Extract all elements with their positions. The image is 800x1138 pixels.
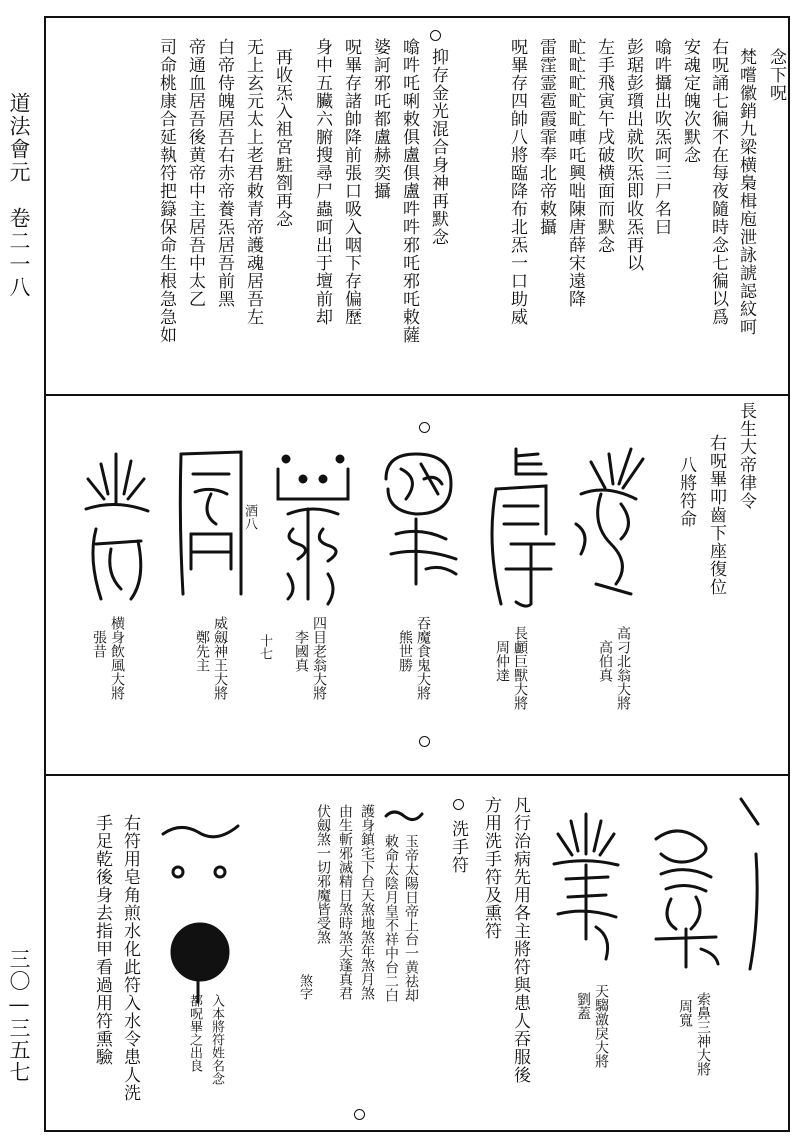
text-column: 帝通血居吾後黄帝中主居吾中太乙 xyxy=(185,38,205,308)
healing-section xyxy=(46,774,788,1130)
text-column: 右呪誦七徧不在每夜隨時念七徧以爲 xyxy=(708,38,728,326)
page-number: 三〇—三五七 xyxy=(7,948,31,1083)
small-note: 酒八 xyxy=(242,504,257,530)
text-column: 呪畢存四帥八將臨降布北炁一口助威 xyxy=(507,38,527,326)
talisman-glyph xyxy=(736,794,766,974)
general-name: 威劔神王大將 xyxy=(212,616,228,700)
general-name: 索鼻三神大將 xyxy=(695,992,711,1076)
circle-mark xyxy=(430,30,441,41)
talisman-glyph xyxy=(561,444,651,604)
circle-mark xyxy=(453,799,464,810)
text-column: 凡行治病先用各主將符與患人吞服後 xyxy=(510,796,530,1084)
talisman-glyph xyxy=(171,444,251,604)
text-column: 長生大帝律令 xyxy=(736,402,756,510)
text-column: 左手飛寅午戌破横面而默念 xyxy=(594,38,614,254)
spell-text: 護身鎮宅下台天煞地煞年煞月煞 xyxy=(359,804,375,1000)
text-column: 身中五臟六腑搜尋尸蟲呵出于壇前却 xyxy=(312,38,332,326)
text-column: 司命桃康合延執符把籙保命生根急急如 xyxy=(156,38,176,344)
general-alias: 熊世勝 xyxy=(397,630,413,672)
spell-text: 玉帝太陽日帝上台一黄祛却 xyxy=(403,834,419,1002)
talisman-glyph xyxy=(376,439,466,589)
spell-text: 敕命太陰月皇不祥中台二白 xyxy=(383,834,399,1002)
page-frame xyxy=(44,16,790,1132)
text-column: 右符用皂角煎水化此符入水令患人洗 xyxy=(120,814,140,1102)
general-name: 横身飲風大將 xyxy=(109,616,125,700)
text-column: 梵嚐徽銷九梁横梟楫庖泄詠諕誋紋呵 xyxy=(736,48,756,336)
text-column: 噏吽吒唎敕俱盧俱盧吽吽邪吒邪吒敕薩 xyxy=(399,38,419,344)
general-alias: 李國真 xyxy=(293,630,309,672)
talisman-glyph xyxy=(268,449,358,609)
general-alias: 鄭先主 xyxy=(194,630,210,672)
talisman-glyph xyxy=(158,804,248,1004)
small-note: 煞字 xyxy=(297,974,312,1000)
general-alias: 高伯真 xyxy=(597,640,613,682)
small-note: 入本將符姓名念 xyxy=(209,994,224,1085)
general-name: 吞魔食鬼大將 xyxy=(415,616,431,700)
text-column: 白帝侍魄居吾右赤帝養炁居吾前黑 xyxy=(214,38,234,308)
text-column: 甿甿甿甿甿唓吒興咄陳唐薛宋遠降 xyxy=(565,38,585,308)
text-column: 彭琚彭瓆出就吹炁即收炁再以 xyxy=(623,38,643,272)
text-column: 抑存金光混合身神再默念 xyxy=(428,48,448,246)
talisman-glyph xyxy=(476,444,561,614)
text-column: 安魂定魄次默念 xyxy=(680,38,700,164)
spell-text: 伏劔煞一切邪魔皆受煞 xyxy=(315,804,331,944)
circle-mark xyxy=(419,422,430,433)
talisman-section xyxy=(46,394,788,776)
text-column: 雷霔霊雹霞霏奉北帝敕攝 xyxy=(536,38,556,236)
general-alias: 周寬 xyxy=(677,999,693,1027)
text-column: 手足乾後身去指甲看過用符熏驗 xyxy=(92,814,112,1066)
general-alias: 張昔 xyxy=(91,630,107,658)
general-alias: 劉蓋 xyxy=(575,992,591,1020)
text-column: 再收炁入祖宮駐劄再念 xyxy=(272,48,292,228)
text-column: 噏吽攝出吹炁呵三尸名曰 xyxy=(651,38,671,236)
general-name: 長顱巨獸大將 xyxy=(512,626,528,710)
talisman-glyph xyxy=(646,819,726,969)
talisman-glyph xyxy=(546,809,626,969)
text-column: 念下呪 xyxy=(766,48,786,102)
circle-mark xyxy=(354,1109,365,1120)
running-head: 道法會元 卷二一八 xyxy=(7,92,31,299)
small-note: 都呪畢之出良 xyxy=(187,994,202,1072)
general-name: 四目老翁大將 xyxy=(311,616,327,700)
incantation-section xyxy=(46,18,788,396)
text-column: 呪畢存諸帥降前張口吸入咽下存偏歷 xyxy=(341,38,361,326)
talisman-glyph xyxy=(76,449,156,609)
text-column: 右呪畢叩齒下座復位 xyxy=(706,434,726,596)
text-column: 婆訶邪吒都盧赫奕攝 xyxy=(370,38,390,200)
text-column: 方用洗手符及熏符 xyxy=(481,796,501,940)
spell-text: 由生斬邪滅精日煞時煞天蓬真君 xyxy=(337,804,353,1000)
general-name: 天騶激戾大將 xyxy=(593,984,609,1068)
circle-mark xyxy=(419,736,430,747)
general-name: 高刁北翁大將 xyxy=(615,626,631,710)
talisman-glyph xyxy=(384,806,424,826)
small-note: 十七 xyxy=(257,634,272,660)
text-column: 洗手符 xyxy=(448,820,468,874)
general-alias: 周仲達 xyxy=(494,640,510,682)
text-column: 八將符命 xyxy=(676,456,696,528)
text-column: 无上玄元太上老君敕青帝護魂居吾左 xyxy=(243,38,263,326)
